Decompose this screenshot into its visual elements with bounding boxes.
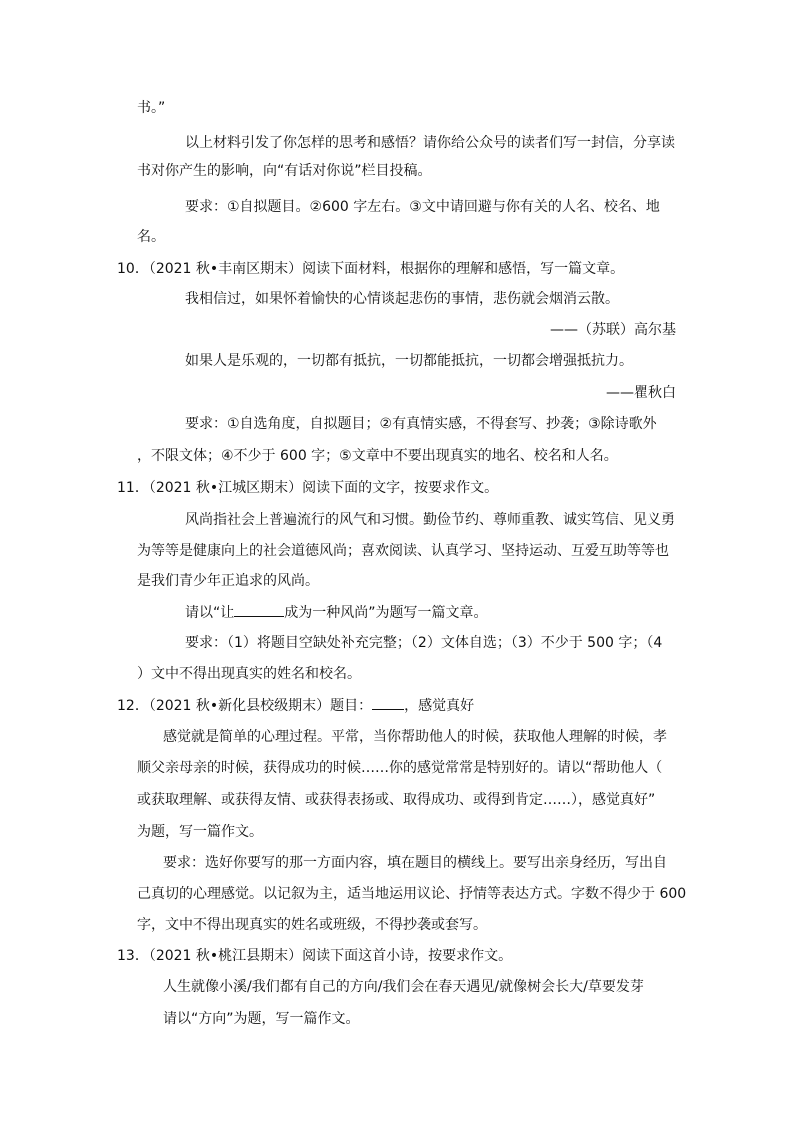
text-line: 要求：（1）将题目空缺处补充完整；（2）文体自选；（3）不少于 500 字；（4 <box>185 635 663 651</box>
text-line: 要求：①自选角度，自拟题目；②有真情实感，不得套写、抄袭；③除诗歌外 <box>185 416 657 432</box>
text-segment: 成为一种风尚”为题写一篇文章。 <box>284 605 488 621</box>
text-segment: 12．（2021 秋•新化县校级期末）题目： <box>117 698 373 714</box>
question-12-header <box>117 695 474 716</box>
question-13-header: 13．（2021 秋•桃江县期末）阅读下面这首小诗，按要求作文。 <box>117 948 513 964</box>
text-line: 或获取理解、或获得友情、或获得表扬或、取得成功、或得到肯定……），感觉真好” <box>137 792 656 808</box>
text-segment: ，感觉真好 <box>404 698 475 714</box>
text-line: 以上材料引发了你怎样的思考和感悟？请你给公众号的读者们写一封信，分享读 <box>185 135 675 151</box>
text-line: 为题，写一篇作文。 <box>137 824 263 840</box>
text-line: ，不限文体；④不少于 600 字；⑤文章中不要出现真实的地名、校名和人名。 <box>137 448 618 464</box>
text-line: 要求：①自拟题目。②600 字左右。③文中请回避与你有关的人名、校名、地 <box>185 199 660 215</box>
text-segment: 请以“让 <box>185 605 235 621</box>
text-line: ）文中不得出现真实的姓名和校名。 <box>137 666 361 682</box>
question-10-header: 10．（2021 秋•丰南区期末）阅读下面材料，根据你的理解和感悟，写一篇文章。 <box>117 261 625 277</box>
poem-line: 人生就像小溪/我们都有自己的方向/我们会在春天遇见/就像树会长大/草要发芽 <box>163 979 644 995</box>
text-line: 感觉就是简单的心理过程。平常，当你帮助他人的时候，获取他人理解的时候，孝 <box>163 729 667 745</box>
question-11-header: 11．（2021 秋•江城区期末）阅读下面的文字，按要求作文。 <box>117 480 499 496</box>
text-line: 如果人是乐观的，一切都有抵抗，一切都能抵抗，一切都会增强抵抗力。 <box>185 353 633 369</box>
text-line: 是我们青少年正追求的风尚。 <box>137 573 319 589</box>
text-line: 为等等是健康向上的社会道德风尚；喜欢阅读、认真学习、坚持运动、互爱互助等等也 <box>137 543 669 559</box>
fill-in-blank <box>234 602 284 617</box>
text-line: 请以“方向”为题，写一篇作文。 <box>163 1011 360 1027</box>
text-line: 字，文中不得出现真实的姓名或班级，不得抄袭或套写。 <box>137 917 487 933</box>
text-line: 要求：选好你要写的那一方面内容，填在题目的横线上。要写出亲身经历，写出自 <box>163 855 667 871</box>
text-line: 风尚指社会上普遍流行的风气和习惯。勤俭节约、尊师重教、诚实笃信、见义勇 <box>185 512 675 528</box>
text-line: 书。” <box>137 100 166 116</box>
fill-in-blank <box>372 695 404 710</box>
quote-attribution: ——（苏联）高尔基 <box>550 322 676 338</box>
text-line: 名。 <box>137 229 165 245</box>
text-line <box>185 602 488 623</box>
text-line: 书对你产生的影响，向“有话对你说”栏目投稿。 <box>137 163 432 179</box>
quote-attribution: ——瞿秋白 <box>606 385 676 401</box>
text-line: 顺父亲母亲的时候，获得成功的时候……你的感觉常常是特别好的。请以“帮助他人（ <box>137 760 663 776</box>
text-line: 己真切的心理感觉。以记叙为主，适当地运用议论、抒情等表达方式。字数不得少于 600 <box>137 886 687 902</box>
text-line: 我相信过，如果怀着愉快的心情谈起悲伤的事情，悲伤就会烟消云散。 <box>185 291 619 307</box>
